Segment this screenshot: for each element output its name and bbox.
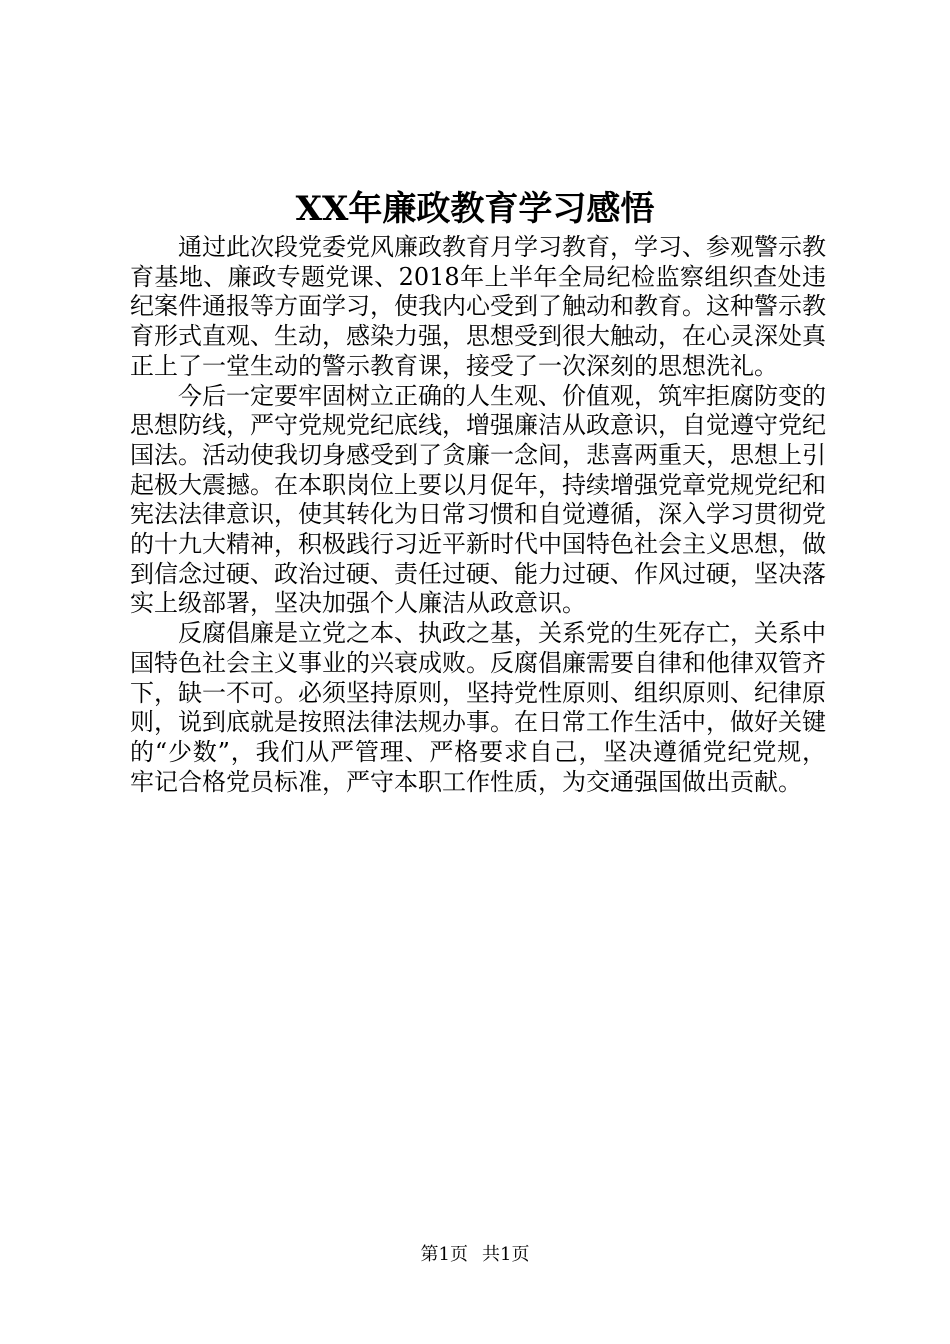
page-footer: [0, 1243, 950, 1267]
document-body: [130, 233, 826, 797]
paragraph-3: 反腐倡廉是立党之本、执政之基，关系党的生死存亡，关系中国特色社会主义事业的兴衰成败。反腐倡廉需要自律和他律双管齐下，缺一不可。必须坚持原则，坚持党性原则、组织原则、纪律原则，说到底就是按照法律法规办事。在日常工作生活中，做好关键的“少数”，我们从严管理、严格要求自己，坚决遵循党纪党规，牢记合格党员标准，严守本职工作性质，为交通强国做出贡献。: [130, 619, 826, 796]
page-total: 共1页: [482, 1244, 530, 1265]
paragraph-1: 通过此次段党委党风廉政教育月学习教育，学习、参观警示教育基地、廉政专题党课、2018年上半年全局纪检监察组织查处违纪案件通报等方面学习，使我内心受到了触动和教育。这种警示教育形式直观、生动，感染力强，思想受到很大触动，在心灵深处真正上了一堂生动的警示教育课，接受了一次深刻的思想洗礼。: [130, 233, 826, 380]
page-number: 第1页: [420, 1244, 468, 1265]
paragraph-2: 今后一定要牢固树立正确的人生观、价值观，筑牢拒腐防变的思想防线，严守党规党纪底线，增强廉洁从政意识，自觉遵守党纪国法。活动使我切身感受到了贪廉一念间，悲喜两重天，思想上引起极大震撼。在本职岗位上要以月促年，持续增强党章党规党纪和宪法法律意识，使其转化为日常习惯和自觉遵循，深入学习贯彻党的十九大精神，积极践行习近平新时代中国特色社会主义思想，做到信念过硬、政治过硬、责任过硬、能力过硬、作风过硬，坚决落实上级部署，坚决加强个人廉洁从政意识。: [130, 381, 826, 618]
document-title: XX年廉政教育学习感悟: [295, 189, 655, 229]
